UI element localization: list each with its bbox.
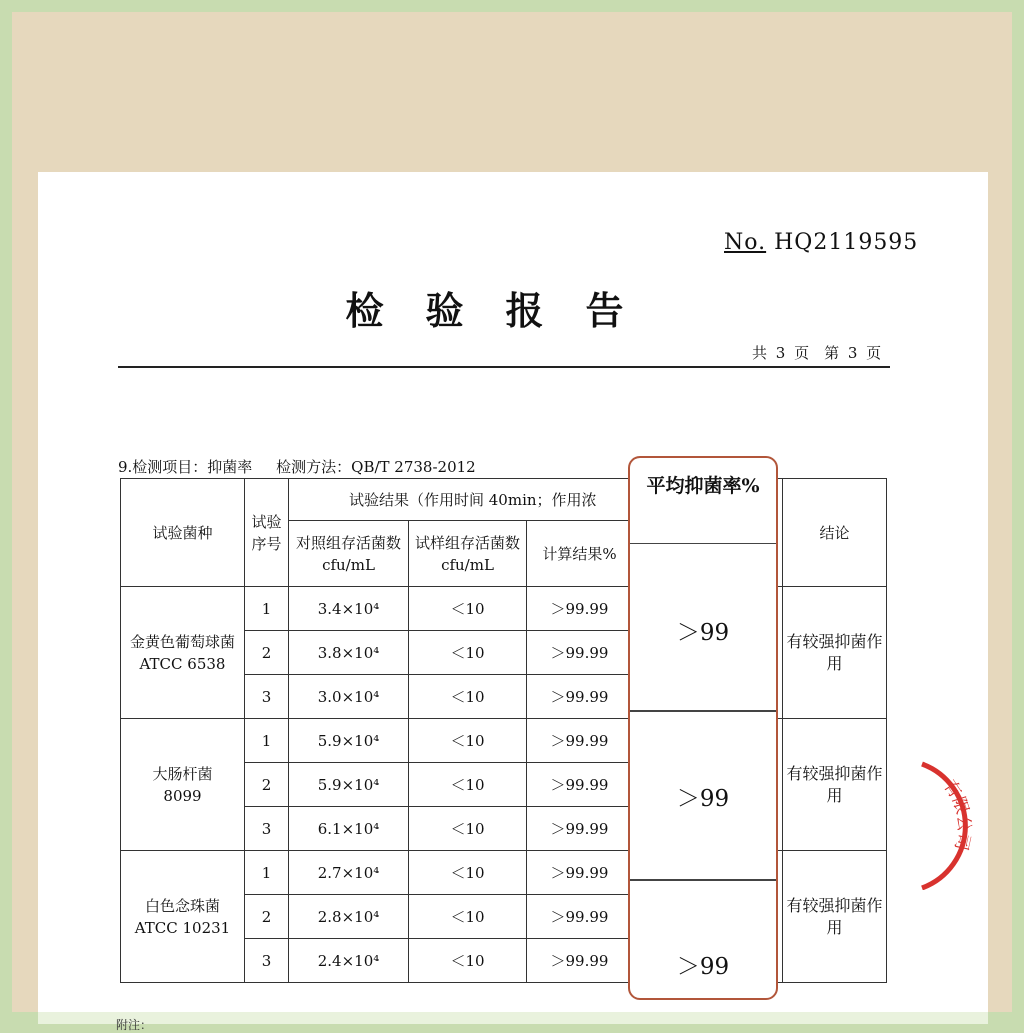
table-row: 3 2.4×10⁴ ＜10 ＞99.99 [121,939,887,983]
strain-cell: 白色念珠菌 ATCC 10231 [121,851,245,983]
doc-number-prefix: No. [724,230,767,255]
table-row: 白色念珠菌 ATCC 10231 1 2.7×10⁴ ＜10 ＞99.99 有较强抑菌作用 [121,851,887,895]
average-inhibition-highlight [628,456,778,1000]
header-control: 对照组存活菌数 cfu/mL [289,521,409,587]
header-rule [118,366,890,368]
avg-separator [630,710,776,712]
document-number [724,230,918,255]
avg-separator [630,879,776,881]
conclusion-cell: 有较强抑菌作用 [783,851,887,983]
doc-number-value: HQ2119595 [766,230,919,255]
header-results: 试验结果（作用时间 40min；作用浓 [289,479,633,521]
conclusion-cell: 有较强抑菌作用 [783,587,887,719]
table-row: 2 2.8×10⁴ ＜10 ＞99.99 [121,895,887,939]
report-title: 检验报告 [345,288,666,333]
table-row: 金黄色葡萄球菌 ATCC 6538 1 3.4×10⁴ ＜10 ＞99.99 有较强抑菌作用 [121,587,887,631]
strain-cell: 金黄色葡萄球菌 ATCC 6538 [121,587,245,719]
header-seq: 试验序号 [245,479,289,587]
table-row: 2 5.9×10⁴ ＜10 ＞99.99 [121,763,887,807]
avg-header-highlight: 平均抑菌率% [630,458,776,544]
test-subject-line: 9.检测项目：抑菌率 检测方法：QB/T 2738-2012 [118,458,476,476]
bottom-green-strip [38,1012,988,1024]
avg-value-staph: ＞99 [676,620,730,646]
note-label: 附注： [116,1018,153,1032]
avg-value-ecoli: ＞99 [676,786,730,812]
stamp-text: 有限公司 [938,776,974,853]
table-row: 3 6.1×10⁴ ＜10 ＞99.99 [121,807,887,851]
official-stamp-icon [912,760,1002,890]
header-conclusion: 结论 [783,479,887,587]
table-row: 3 3.0×10⁴ ＜10 ＞99.99 [121,675,887,719]
header-calc: 计算结果% [527,521,633,587]
strain-cell: 大肠杆菌 8099 [121,719,245,851]
report-page [38,172,988,1024]
table-row: 大肠杆菌 8099 1 5.9×10⁴ ＜10 ＞99.99 有较强抑菌作用 [121,719,887,763]
conclusion-cell: 有较强抑菌作用 [783,719,887,851]
table-row: 2 3.8×10⁴ ＜10 ＞99.99 [121,631,887,675]
page-info: 共 3 页 第 3 页 [752,344,882,362]
avg-value-candida: ＞99 [676,954,730,980]
header-sample: 试样组存活菌数 cfu/mL [409,521,527,587]
header-strain: 试验菌种 [121,479,245,587]
